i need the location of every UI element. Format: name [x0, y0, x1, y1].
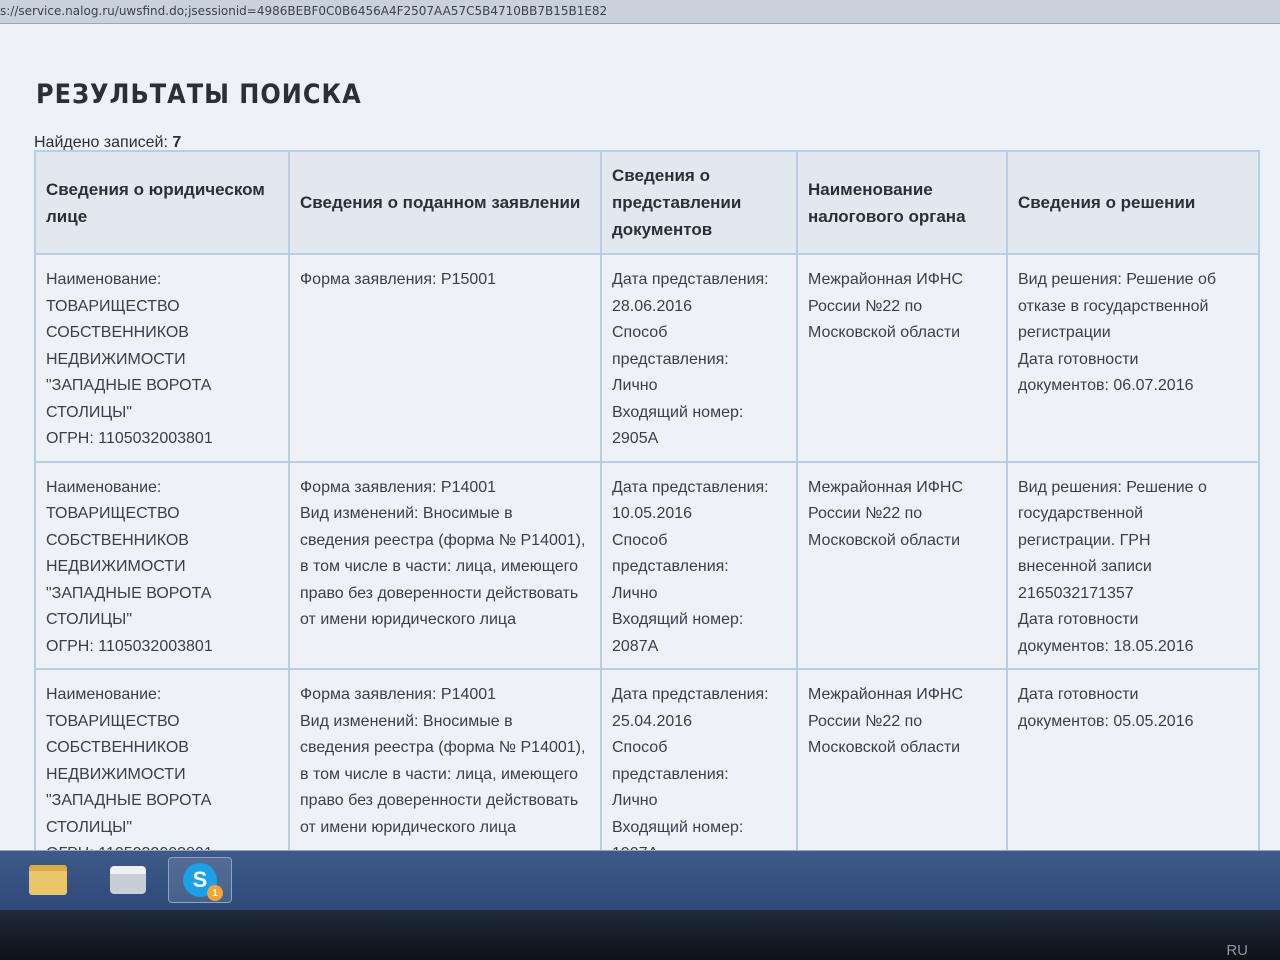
entity-cell-line: СТОЛИЦЫ"	[46, 403, 133, 421]
entity-cell-line: СТОЛИЦЫ"	[46, 611, 133, 628]
decision-cell-line: регистрации	[1018, 324, 1111, 341]
url-text[interactable]: s://service.nalog.ru/uwsfind.do;jsessionid=4986BEBF0C0B6456A4F2507AA57C5B4710BB7B15B1E82	[0, 4, 608, 18]
application-cell-line: сведения реестра (форма № Р14001),	[300, 739, 586, 756]
submission-cell-line: 2905А	[612, 430, 659, 447]
submission-cell	[601, 669, 797, 877]
entity-cell-line: СТОЛИЦЫ"	[46, 818, 133, 836]
application-cell	[289, 462, 601, 670]
application-cell-line: сведения реестра (форма № Р14001),	[300, 531, 586, 549]
header-submission: Сведения о представлении документов	[601, 151, 797, 254]
submission-cell-line: Способ	[612, 531, 668, 549]
header-application: Сведения о поданном заявлении	[289, 151, 601, 254]
decision-cell-line: Вид решения: Решение об	[1018, 271, 1217, 288]
authority-cell-line: Межрайонная ИФНС	[808, 686, 964, 703]
entity-cell-line: Наименование:	[46, 686, 162, 703]
submission-cell-line: Входящий номер:	[612, 818, 744, 836]
authority-cell	[797, 462, 1007, 670]
entity-cell	[35, 669, 289, 877]
decision-cell-line: документов: 18.05.2016	[1018, 637, 1194, 655]
authority-cell-line: России №22 по	[808, 712, 923, 730]
authority-cell-line: Межрайонная ИФНС	[808, 478, 964, 496]
authority-cell-line: Московской области	[808, 324, 961, 341]
authority-cell	[797, 254, 1007, 462]
decision-cell-line: Дата готовности	[1018, 686, 1139, 703]
decision-cell-line: регистрации. ГРН	[1018, 531, 1151, 549]
authority-cell-line: России №22 по	[808, 505, 923, 522]
submission-cell-line: Дата представления:	[612, 478, 769, 496]
table-header-row	[35, 151, 1259, 254]
decision-cell	[1007, 254, 1259, 462]
submission-cell-line: Входящий номер:	[612, 403, 744, 421]
entity-cell-line: НЕДВИЖИМОСТИ	[46, 765, 186, 783]
submission-cell-line: представления:	[612, 350, 729, 368]
submission-cell-line: 2087А	[612, 637, 659, 655]
entity-cell-line: "ЗАПАДНЫЕ ВОРОТА	[46, 584, 212, 602]
entity-cell	[35, 462, 289, 670]
header-authority: Наименование налогового органа	[797, 151, 1007, 254]
skype-icon[interactable]: S 1	[168, 857, 232, 903]
submission-cell-line: Дата представления:	[612, 271, 769, 288]
application-cell-line: Форма заявления: Р15001	[300, 271, 497, 288]
printer-icon[interactable]	[104, 857, 152, 903]
entity-cell-line: Наименование:	[46, 478, 162, 496]
entity-cell-line: Наименование:	[46, 271, 162, 288]
entity-cell-line: ТОВАРИЩЕСТВО	[46, 712, 180, 730]
submission-cell-line: Лично	[612, 792, 658, 809]
application-cell	[289, 254, 601, 462]
application-cell-line: от имени юридического лица	[300, 611, 516, 628]
decision-cell-line: Вид решения: Решение о	[1018, 478, 1207, 496]
file-explorer-icon[interactable]	[24, 857, 72, 903]
page-content	[0, 24, 1280, 850]
application-cell-line: Форма заявления: Р14001	[300, 686, 497, 703]
page-title: РЕЗУЛЬТАТЫ ПОИСКА	[36, 78, 362, 110]
entity-cell-line: ТОВАРИЩЕСТВО	[46, 505, 180, 522]
entity-cell-line: СОБСТВЕННИКОВ	[46, 531, 189, 549]
application-cell	[289, 669, 601, 877]
authority-cell-line: России №22 по	[808, 297, 923, 315]
table-row	[35, 669, 1259, 877]
authority-cell	[797, 669, 1007, 877]
decision-cell-line: документов: 05.05.2016	[1018, 712, 1194, 730]
application-cell-line: Вид изменений: Вносимые в	[300, 712, 513, 730]
decision-cell	[1007, 462, 1259, 670]
table-row	[35, 254, 1259, 462]
results-table	[34, 150, 1260, 878]
submission-cell-line: Входящий номер:	[612, 611, 744, 628]
application-cell-line: в том числе в части: лица, имеющего	[300, 558, 579, 575]
submission-cell-line: представления:	[612, 765, 729, 783]
skype-notification-badge: 1	[207, 885, 223, 901]
application-cell-line: Форма заявления: Р14001	[300, 478, 497, 496]
decision-cell-line: внесенной записи	[1018, 558, 1152, 575]
submission-cell-line: Лично	[612, 584, 658, 602]
submission-cell-line: Способ	[612, 324, 668, 341]
entity-cell-line: НЕДВИЖИМОСТИ	[46, 558, 186, 575]
found-label: Найдено записей:	[34, 134, 168, 151]
decision-cell-line: документов: 06.07.2016	[1018, 377, 1194, 394]
entity-cell-line: СОБСТВЕННИКОВ	[46, 324, 189, 341]
entity-cell-line: СОБСТВЕННИКОВ	[46, 739, 189, 756]
entity-cell-line: "ЗАПАДНЫЕ ВОРОТА	[46, 377, 212, 394]
authority-cell-line: Московской области	[808, 531, 961, 549]
application-cell-line: в том числе в части: лица, имеющего	[300, 765, 579, 783]
submission-cell-line: представления:	[612, 558, 729, 575]
submission-cell-line: Дата представления:	[612, 686, 769, 703]
entity-cell	[35, 254, 289, 462]
application-cell-line: Вид изменений: Вносимые в	[300, 505, 513, 522]
application-cell-line: право без доверенности действовать	[300, 792, 579, 809]
decision-cell-line: государственной	[1018, 505, 1144, 522]
submission-cell	[601, 254, 797, 462]
submission-cell	[601, 462, 797, 670]
authority-cell-line: Московской области	[808, 739, 961, 756]
header-entity: Сведения о юридическом лице	[35, 151, 289, 254]
submission-cell-line: Способ	[612, 739, 668, 756]
entity-cell-line: "ЗАПАДНЫЕ ВОРОТА	[46, 792, 212, 809]
entity-cell-line: ОГРН: 1105032003801	[46, 430, 213, 447]
submission-cell-line: 28.06.2016	[612, 297, 693, 315]
monitor-bezel	[0, 910, 1280, 960]
decision-cell	[1007, 669, 1259, 877]
found-count: 7	[172, 134, 182, 151]
entity-cell-line: НЕДВИЖИМОСТИ	[46, 350, 186, 368]
decision-cell-line: 2165032171357	[1018, 584, 1134, 602]
entity-cell-line: ТОВАРИЩЕСТВО	[46, 297, 180, 315]
language-indicator[interactable]: RU	[1226, 942, 1248, 959]
table-row	[35, 462, 1259, 670]
submission-cell-line: 10.05.2016	[612, 505, 693, 522]
submission-cell-line: 25.04.2016	[612, 712, 693, 730]
header-decision: Сведения о решении	[1007, 151, 1259, 254]
entity-cell-line: ОГРН: 1105032003801	[46, 637, 213, 655]
submission-cell-line: Лично	[612, 377, 658, 394]
decision-cell-line: Дата готовности	[1018, 611, 1139, 628]
authority-cell-line: Межрайонная ИФНС	[808, 271, 964, 288]
decision-cell-line: отказе в государственной	[1018, 297, 1209, 315]
application-cell-line: право без доверенности действовать	[300, 584, 579, 602]
taskbar	[0, 850, 1280, 910]
address-bar[interactable]	[0, 0, 1280, 24]
application-cell-line: от имени юридического лица	[300, 818, 516, 836]
decision-cell-line: Дата готовности	[1018, 350, 1139, 368]
